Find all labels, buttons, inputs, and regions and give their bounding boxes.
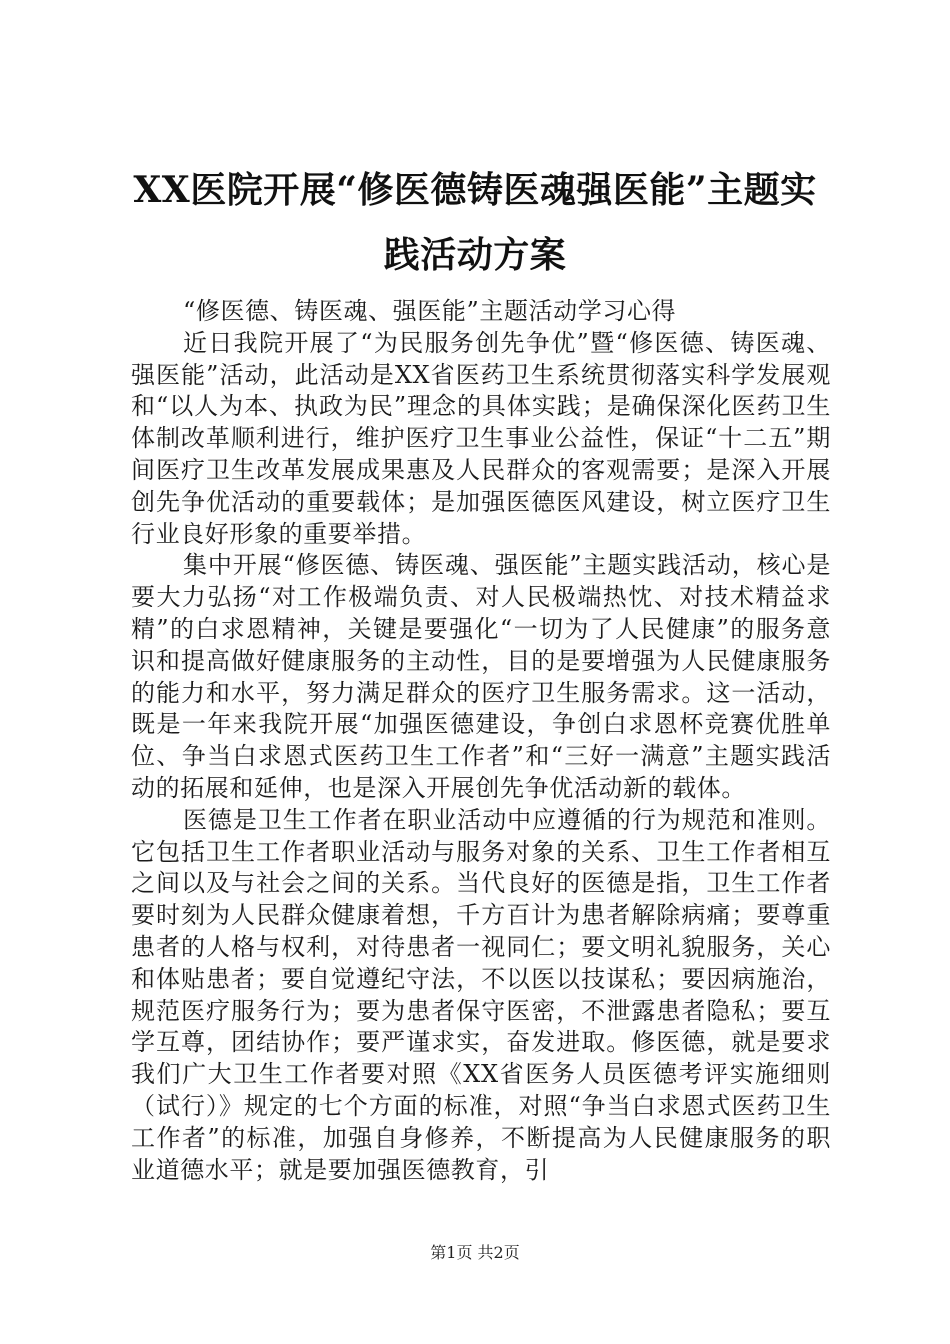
document-subtitle: “修医德、铸医魂、强医能”主题活动学习心得 (183, 297, 677, 325)
page-footer: 第1页 共2页 (430, 1243, 520, 1262)
paragraph: 医德是卫生工作者在职业活动中应遵循的行为规范和准则。它包括卫生工作者职业活动与服务对象的关系、卫生工作者相互之间以及与社会之间的关系。当代良好的医德是指，卫生工作者要时刻为人民群众健康着想，千方百计为患者解除病痛；要尊重患者的人格与权利，对待患者一视同仁；要文明礼貌服务，关心和体贴患者；要自觉遵纪守法，不以医以技谋私；要因病施治，规范医疗服务行为；要为患者保守医密，不泄露患者隐私；要互学互尊，团结协作；要严谨求实，奋发进取。修医德，就是要求我们广大卫生工作者要对照《XX省医务人员医德考评实施细则（试行）》规定的七个方面的标准，对照“争当白求恩式医药卫生工作者”的标准，加强自身修养，不断提高为人民健康服务的职业道德水平；就是要加强医德教育，引 (131, 805, 831, 1184)
paragraph: 近日我院开展了“为民服务创先争优”暨“修医德、铸医魂、强医能”活动，此活动是XX省医药卫生系统贯彻落实科学发展观和“以人为本、执政为民”理念的具体实践；是确保深化医药卫生体制改革顺利进行，维护医疗卫生事业公益性，保证“十二五”期间医疗卫生改革发展成果惠及人民群众的客观需要；是深入开展创先争优活动的重要载体；是加强医德医风建设，树立医疗卫生行业良好形象的重要举措。 (131, 328, 831, 548)
paragraph: 集中开展“修医德、铸医魂、强医能”主题实践活动，核心是要大力弘扬“对工作极端负责、对人民极端热忱、对技术精益求精”的白求恩精神，关键是要强化“一切为了人民健康”的服务意识和提高做好健康服务的主动性，目的是要增强为人民健康服务的能力和水平，努力满足群众的医疗卫生服务需求。这一活动，既是一年来我院开展“加强医德建设，争创白求恩杯竞赛优胜单位、争当白求恩式医药卫生工作者”和“三好一满意”主题实践活动的拓展和延伸，也是深入开展创先争优活动新的载体。 (131, 551, 831, 802)
document-body (131, 296, 831, 1186)
document-title: XX医院开展“修医德铸医魂强医能”主题实践活动方案 (133, 169, 817, 276)
